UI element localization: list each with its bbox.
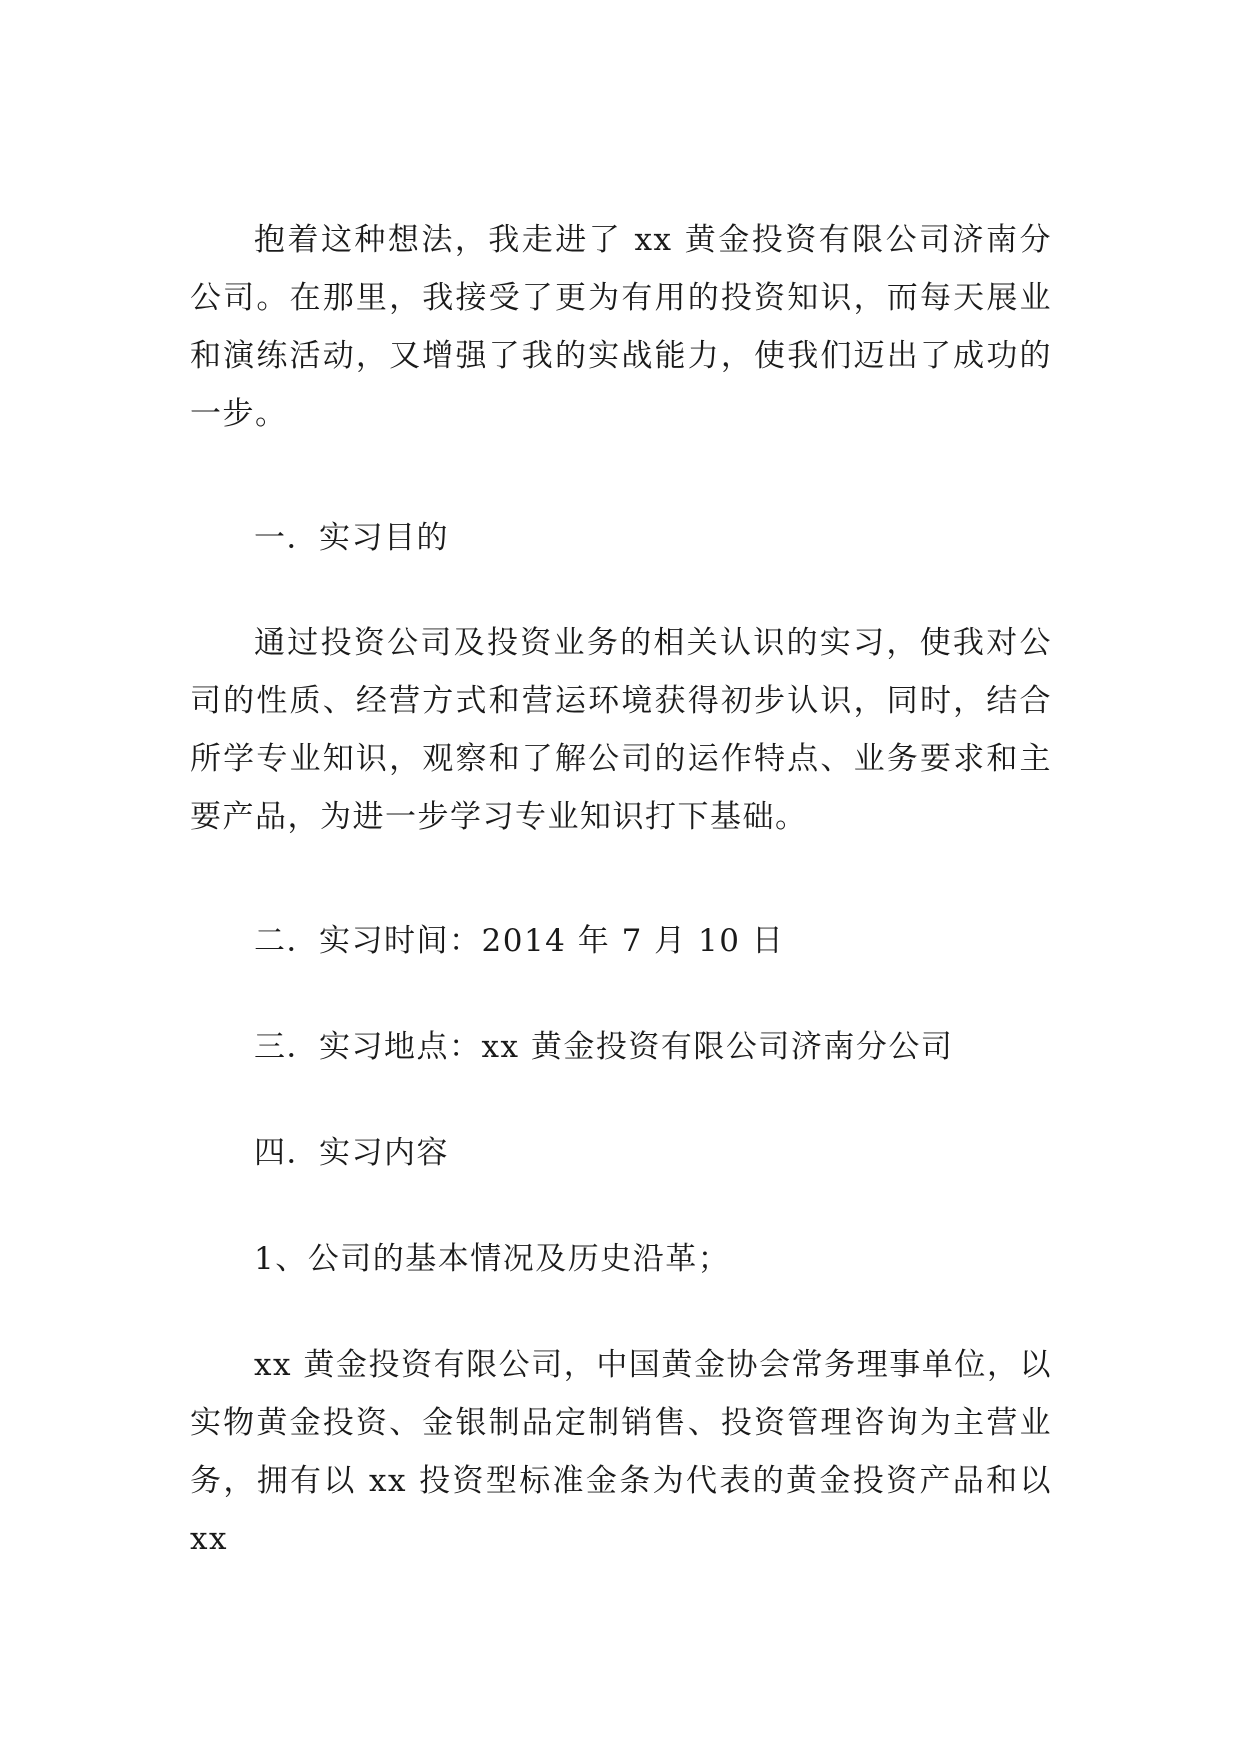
purpose-paragraph: 通过投资公司及投资业务的相关认识的实习，使我对公司的性质、经营方式和营运环境获得初步认识，同时，结合所学专业知识，观察和了解公司的运作特点、业务要求和主要产品，为进一步学习专业知识打下基础。: [190, 625, 1052, 835]
list-item-1: 1、公司的基本情况及历史沿革；: [254, 1241, 731, 1277]
company-paragraph: xx 黄金投资有限公司，中国黄金协会常务理事单位，以实物黄金投资、金银制品定制销售、投资管理咨询为主营业务，拥有以 xx 投资型标准金条为代表的黄金投资产品和以 xx: [190, 1347, 1052, 1557]
section-heading-time: 二．实习时间：2014 年 7 月 10 日: [254, 923, 785, 959]
intro-paragraph: 抱着这种想法，我走进了 xx 黄金投资有限公司济南分公司。在那里，我接受了更为有用的投资知识，而每天展业和演练活动，又增强了我的实战能力，使我们迈出了成功的一步。: [190, 222, 1052, 432]
section-heading-place: 三．实习地点：xx 黄金投资有限公司济南分公司: [254, 1029, 954, 1065]
section-heading-purpose: 一．实习目的: [254, 520, 449, 556]
section-heading-content: 四．实习内容: [254, 1135, 449, 1171]
